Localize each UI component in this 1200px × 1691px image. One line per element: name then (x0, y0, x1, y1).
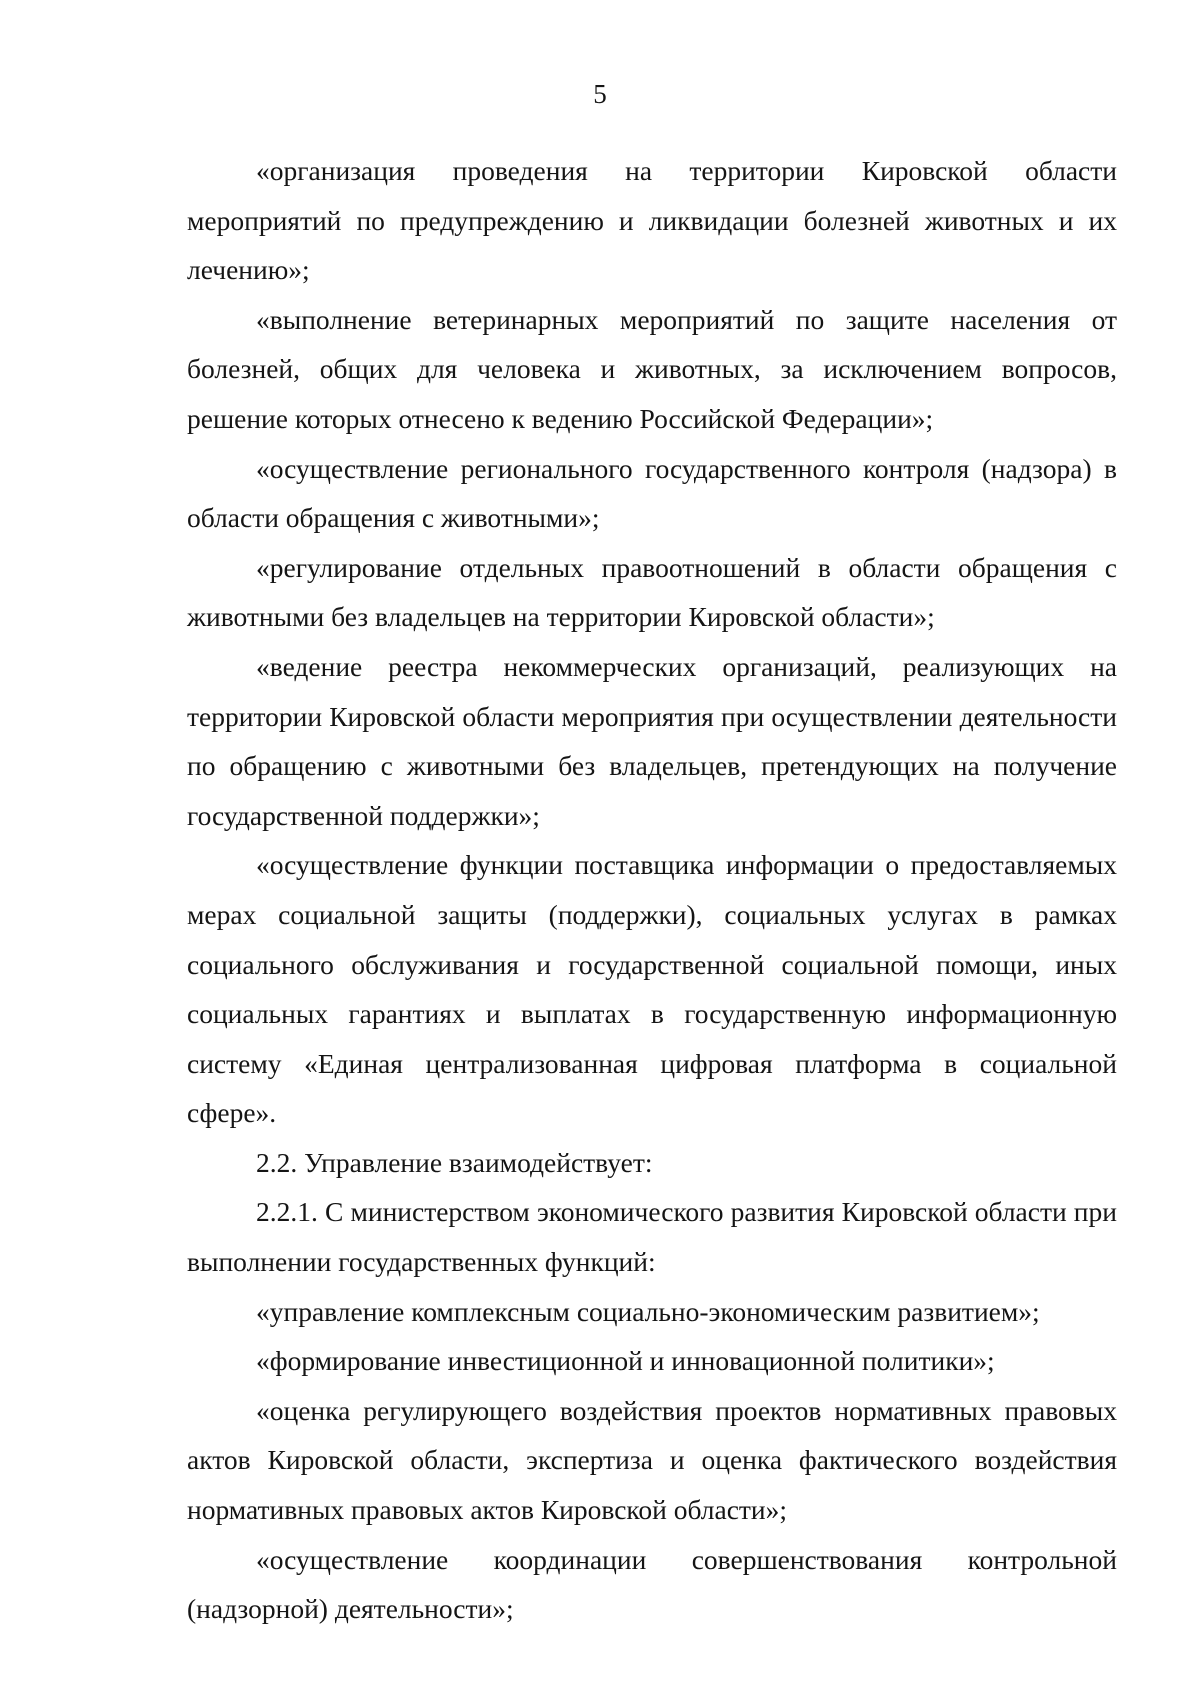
paragraph-control-coordination: «осуществление координации совершенствования контрольной (надзорной) деятельности»; (187, 1543, 1117, 1625)
paragraph-nco-registry: «ведение реестра некоммерческих организаций, реализующих на территории Кировской области мероприятия при осуществлении деятельности по обращению с животными без владельцев, претендующих на получение государственной поддержки»; (187, 650, 1117, 831)
paragraph-investment-policy: «формирование инвестиционной и инновационной политики»; (256, 1345, 995, 1377)
paragraph-section-2-2: 2.2. Управление взаимодействует: (256, 1146, 653, 1178)
page-number: 5 (593, 79, 607, 109)
paragraph-section-2-2-1: 2.2.1. С министерством экономического развития Кировской области при выполнении государственных функций: (187, 1196, 1117, 1278)
paragraph-animals-without-owners: «регулирование отдельных правоотношений в области обращения с животными без владельцев на территории Кировской области»; (187, 551, 1117, 633)
paragraph-social-info-supplier: «осуществление функции поставщика информации о предоставляемых мерах социальной защиты (поддержки), социальных услугах в рамках социального обслуживания и государственной социальной помощи, иных социальных гарантиях и выплатах в государственную информационную систему «Единая централизованная цифровая платформа в социальной сфере». (187, 849, 1117, 1129)
document-body (187, 146, 1117, 1634)
paragraph-veterinary-protection: «выполнение ветеринарных мероприятий по защите населения от болезней, общих для человека и животных, за исключением вопросов, решение которых отнесено к ведению Российской Федерации»; (187, 303, 1117, 434)
paragraph-regulatory-impact: «оценка регулирующего воздействия проектов нормативных правовых актов Кировской области, экспертиза и оценка фактического воздействия нормативных правовых актов Кировской области»; (187, 1394, 1117, 1526)
paragraph-veterinary-events: «организация проведения на территории Кировской области мероприятий по предупреждению и ликвидации болезней животных и их лечению»; (187, 155, 1117, 286)
paragraph-regional-control: «осуществление регионального государственного контроля (надзора) в области обращения с животными»; (187, 452, 1117, 534)
paragraph-complex-development: «управление комплексным социально-экономическим развитием»; (256, 1295, 1040, 1327)
